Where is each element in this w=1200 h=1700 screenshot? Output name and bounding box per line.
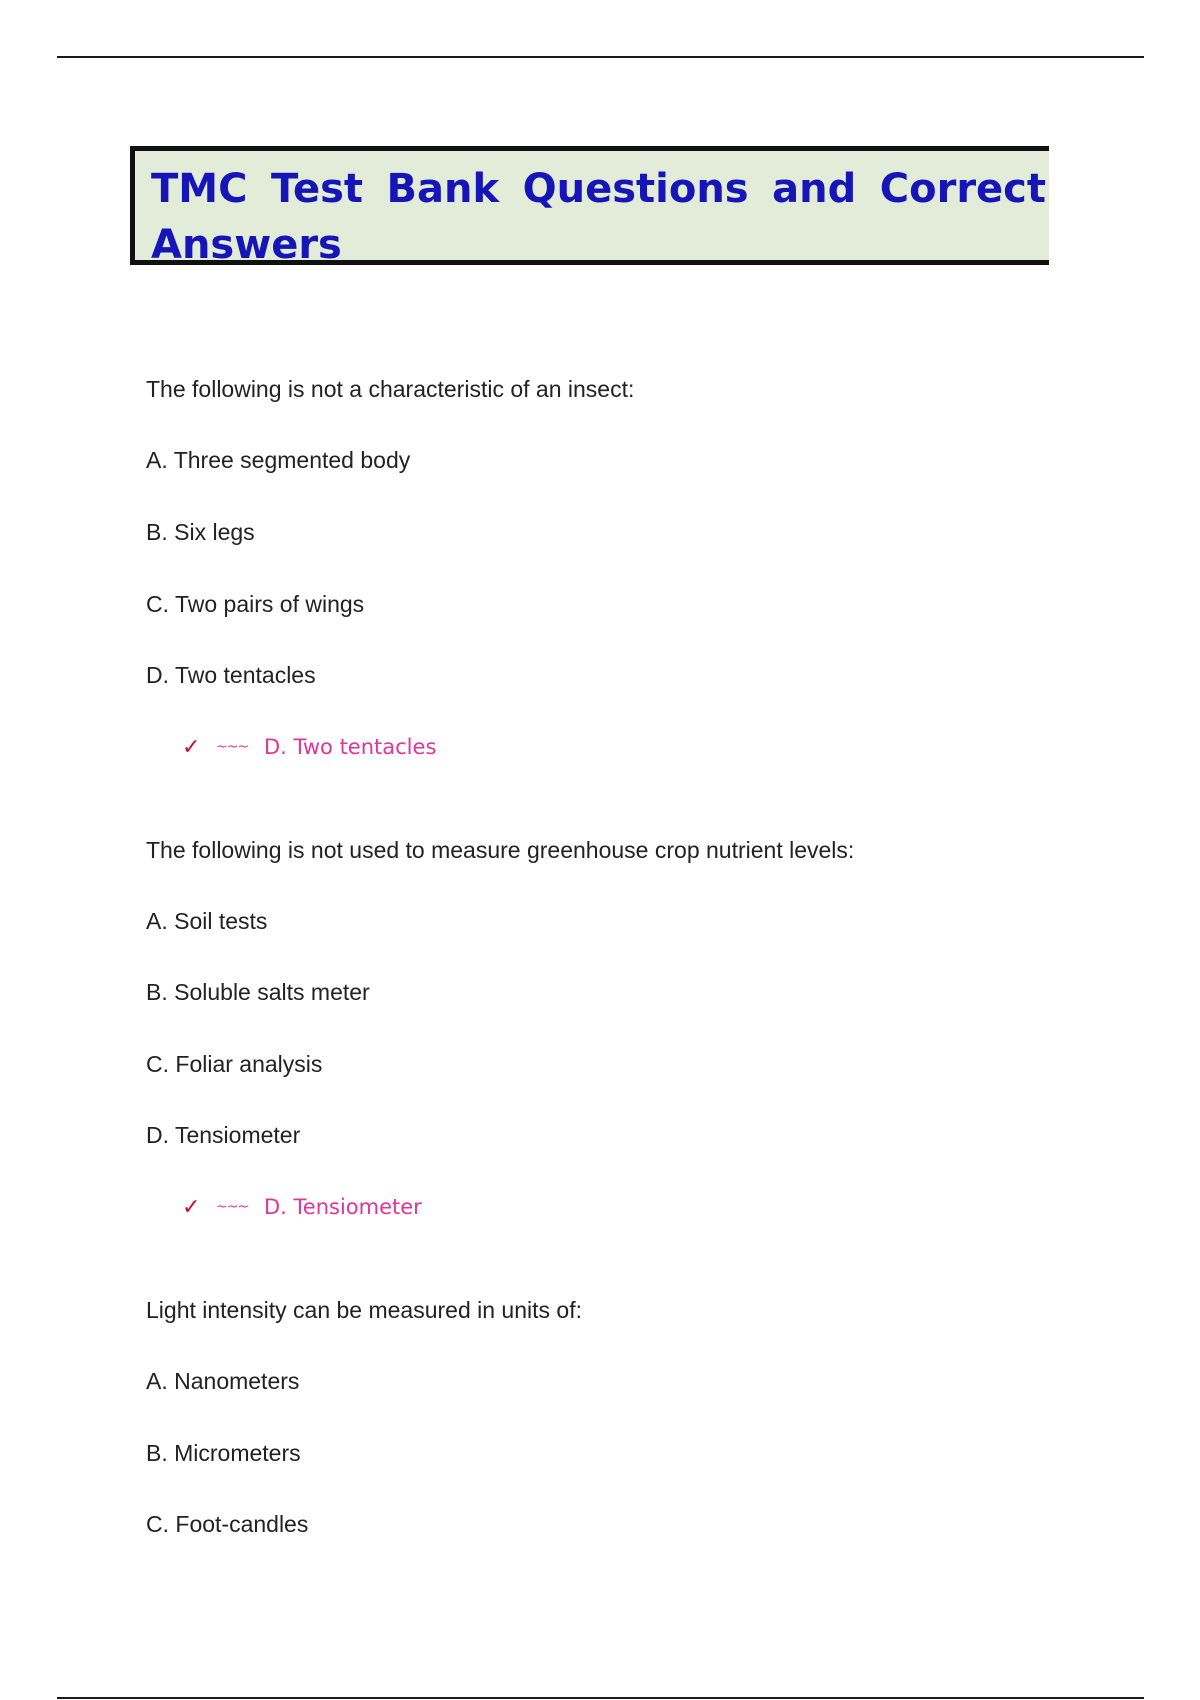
question-2-option-d: D. Tensiometer [146, 1122, 301, 1148]
question-2-option-c: C. Foliar analysis [146, 1051, 323, 1077]
question-prompt-3: Light intensity can be measured in units of: [146, 1297, 582, 1323]
question-3-option-b: B. Micrometers [146, 1440, 301, 1466]
question-1-option-a: A. Three segmented body [146, 447, 411, 473]
answer-marker: ~~~ [216, 1199, 249, 1215]
bottom-rule [57, 1697, 1144, 1699]
answer-text: D. Two tentacles [264, 735, 437, 759]
question-2-answer [182, 1193, 422, 1221]
answer-marker: ~~~ [216, 739, 249, 755]
title-box [130, 146, 1049, 268]
check-icon: ✓ [182, 1194, 201, 1220]
question-1-option-c: C. Two pairs of wings [146, 591, 365, 617]
page-title: TMC Test Bank Questions and Correct Answers [151, 166, 1046, 268]
question-3-option-a: A. Nanometers [146, 1368, 300, 1394]
top-rule [57, 56, 1144, 58]
question-1-answer [182, 733, 436, 761]
question-1-option-d: D. Two tentacles [146, 662, 316, 688]
check-icon: ✓ [182, 734, 201, 760]
answer-text: D. Tensiometer [264, 1195, 422, 1219]
question-1-option-b: B. Six legs [146, 519, 255, 545]
question-3-option-c: C. Foot-candles [146, 1511, 309, 1537]
question-2-option-b: B. Soluble salts meter [146, 979, 370, 1005]
question-prompt-2: The following is not used to measure greenhouse crop nutrient levels: [146, 837, 855, 863]
question-prompt-1: The following is not a characteristic of an insect: [146, 376, 635, 402]
question-2-option-a: A. Soil tests [146, 908, 268, 934]
